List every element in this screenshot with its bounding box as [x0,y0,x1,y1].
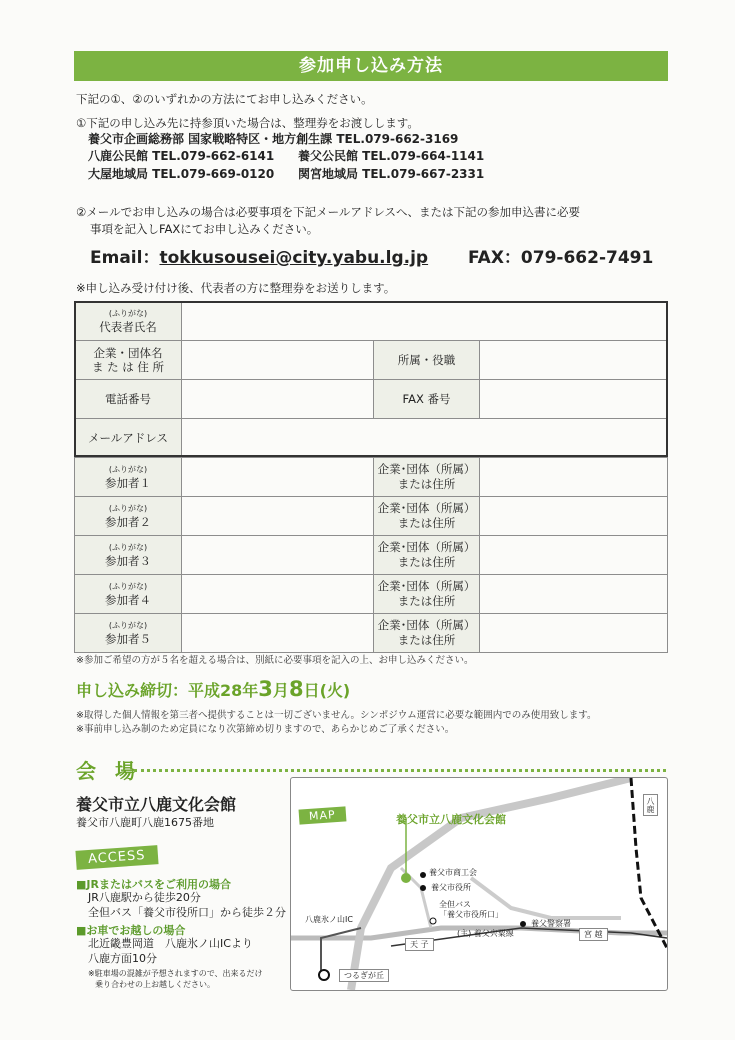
participant-1-org-field[interactable] [480,458,668,497]
org-label: 企業・団体名 ま た は 住 所 [75,341,182,380]
org-field[interactable] [182,341,374,380]
participant-5-label: (ふりがな) 参加者５ [75,614,182,653]
deadline: 申し込み締切：平成28年3月8日(火) [76,677,351,701]
mail-label: メールアドレス [75,419,182,458]
section-banner: 参加申し込み方法 [74,51,668,81]
participant-5-field[interactable] [182,614,374,653]
participant-2-label: (ふりがな) 参加者２ [75,497,182,536]
map-city-hall-label: 養父市役所 [431,883,471,892]
affiliation-field[interactable] [480,341,668,380]
participant-5-org-label: 企業･団体（所属） または住所 [374,614,480,653]
map-yoka-label: 八鹿 [643,794,658,816]
participant-1-field[interactable] [182,458,374,497]
participant-4-field[interactable] [182,575,374,614]
participant-3-org-field[interactable] [480,536,668,575]
email-label: Email： [90,248,160,268]
affiliation-label: 所属・役職 [374,341,480,380]
application-form [74,301,668,653]
office-main: 養父市企画総務部 国家戦略特区・地方創生課 TEL.079-662-3169 [88,132,459,146]
participant-2-field[interactable] [182,497,374,536]
rep-name-label: (ふりがな) 代表者氏名 [75,302,182,341]
after-note: ※申し込み受け付け後、代表者の方に整理券をお送りします。 [76,281,396,295]
participant-4-org-field[interactable] [480,575,668,614]
map-tsurugaoka-label: つるぎが丘 [339,969,389,982]
venue-name: 養父市立八鹿文化会館 [76,795,237,814]
intro-text: 下記の①、②のいずれかの方法にてお申し込みください。 [76,92,373,106]
participant-4-label: (ふりがな) 参加者４ [75,575,182,614]
method1-text: ①下記の申し込み先に持参頂いた場合は、整理券をお渡しします。 [76,116,419,130]
method2-line1: ②メールでお申し込みの場合は必要事項を下記メールアドレスへ、または下記の参加申込書に必要 [76,205,580,219]
office-sekinomiya: 関宮地域局 TEL.079-667-2331 [298,167,485,181]
jr-line1: JR八鹿駅から徒歩20分 [88,891,201,904]
venue-dotted-rule [134,769,666,772]
office-yabu: 養父公民館 TEL.079-664-1141 [298,149,485,163]
map-badge: MAP [299,806,347,824]
participant-5-org-field[interactable] [480,614,668,653]
phone-field[interactable] [182,380,374,419]
participant-3-org-label: 企業･団体（所属） または住所 [374,536,480,575]
deadline-note: ※事前申し込み制のため定員になり次第締め切りますので、あらかじめご了承ください。 [76,724,455,735]
phone-label: 電話番号 [75,380,182,419]
venue-map [290,777,668,991]
venue-address: 養父市八鹿町八鹿1675番地 [76,816,214,829]
participant-2-org-field[interactable] [480,497,668,536]
car-line2: 八鹿方面10分 [88,952,157,965]
access-badge: ACCESS [75,845,158,870]
fax-label: FAX 番号 [374,380,480,419]
method2-line2: 事項を記入しFAXにてお申し込みください。 [90,222,319,236]
office-oya: 大屋地域局 TEL.079-669-0120 [88,167,275,181]
participant-3-field[interactable] [182,536,374,575]
rep-name-field[interactable] [182,302,668,341]
fax-field[interactable] [480,380,668,419]
participant-3-label: (ふりがな) 参加者３ [75,536,182,575]
email-row [90,243,428,268]
map-bus-label-1: 全但バス [439,900,471,909]
car-heading: ■お車でお越しの場合 [76,924,186,937]
participant-2-org-label: 企業･団体（所属） または住所 [374,497,480,536]
map-roads [291,778,667,990]
privacy-note: ※取得した個人情報を第三者へ提供することは一切ございません。シンポジウム運営に必要な範囲内でのみ使用致します。 [76,710,597,721]
jr-heading: ■JRまたはバスをご利用の場合 [76,878,231,891]
parking-note: ※駐車場の混雑が予想されますので、出来るだけ 乗り合わせの上お越しください。 [88,969,263,989]
participant-4-org-label: 企業･団体（所属） または住所 [374,575,480,614]
map-police-label: 養父警察署 [531,919,571,928]
jr-line2: 全但バス「養父市役所口」から徒歩２分 [88,906,286,919]
map-bus-label-2: 「養父市役所口」 [439,910,503,919]
map-commerce-label: 養父市商工会 [429,868,477,877]
office-yoka: 八鹿公民館 TEL.079-662-6141 [88,149,275,163]
email-link[interactable]: tokkusousei@city.yabu.lg.jp [159,248,429,268]
map-road-label: (主) 養父宍粟線 [457,929,514,938]
venue-heading: 会 場 [76,759,141,783]
over5-note: ※参加ご希望の方が５名を超える場合は、別紙に必要事項を記入の上、お申し込みください。 [76,655,474,666]
map-ic-label: 八鹿氷ノ山IC [305,915,353,924]
fax-number: FAX：079-662-7491 [468,248,654,268]
participant-1-label: (ふりがな) 参加者１ [75,458,182,497]
mail-field[interactable] [182,419,668,458]
map-miyakoshi-label: 宮 越 [579,928,608,941]
map-tenko-label: 天 子 [405,938,434,951]
participant-1-org-label: 企業･団体（所属） または住所 [374,458,480,497]
map-venue-label: 養父市立八鹿文化会館 [396,813,506,826]
car-line1: 北近畿豊岡道 八鹿氷ノ山ICより [88,937,253,950]
